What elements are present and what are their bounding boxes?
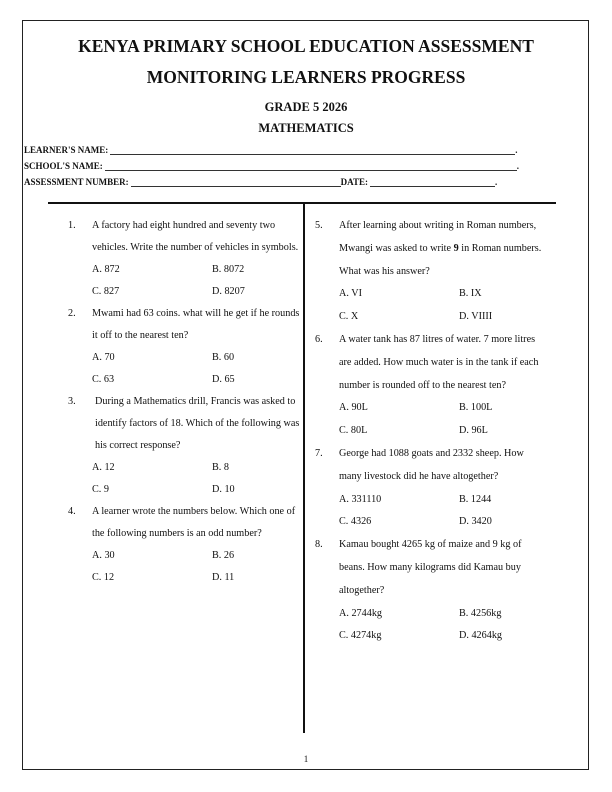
date-label: DATE: xyxy=(340,177,368,187)
left-column xyxy=(68,215,300,589)
header-rule xyxy=(48,202,556,204)
option-b[interactable]: B. 1244 xyxy=(459,493,492,505)
option-d[interactable]: D. 10 xyxy=(212,484,235,495)
question-2 xyxy=(68,303,300,391)
option-c[interactable]: C. 4326 xyxy=(339,516,372,528)
question-text: A factory had eight hundred and seventy two vehicles. Write the number of vehicles in symbols. xyxy=(92,220,299,253)
question-4 xyxy=(68,501,300,589)
option-b[interactable]: B. 100L xyxy=(459,402,493,414)
question-number: 1. xyxy=(68,220,76,231)
option-b[interactable]: B. 60 xyxy=(212,352,235,363)
option-c[interactable]: C. X xyxy=(339,311,359,323)
option-c[interactable]: C. 827 xyxy=(92,286,120,297)
question-number: 4. xyxy=(68,506,76,517)
question-number: 2. xyxy=(68,308,76,319)
question-text: Kamau bought 4265 kg of maize and 9 kg of beans. How many kilograms did Kamau buy altogether? xyxy=(339,539,522,596)
option-a[interactable]: A. 70 xyxy=(92,352,115,363)
question-number: 3. xyxy=(68,396,76,407)
assessment-number-label: ASSESSMENT NUMBER: xyxy=(24,177,129,187)
option-d[interactable]: D. 4264kg xyxy=(459,630,503,642)
terminator: . xyxy=(515,145,518,155)
date-line[interactable] xyxy=(370,177,498,187)
option-b[interactable]: B. 8072 xyxy=(212,264,245,275)
learner-name-label: LEARNER'S NAME: xyxy=(24,145,109,155)
page-number: 1 xyxy=(303,754,309,764)
terminator: . xyxy=(494,177,498,187)
question-number: 8. xyxy=(315,539,323,551)
question-text: During a Mathematics drill, Francis was asked to identify factors of 18. Which of the following was his correct response? xyxy=(95,396,300,451)
exam-subtitle: MONITORING LEARNERS PROGRESS xyxy=(146,67,466,87)
question-number: 7. xyxy=(315,447,323,459)
question-text: George had 1088 goats and 2332 sheep. How many livestock did he have altogether? xyxy=(339,447,524,482)
question-8 xyxy=(315,534,547,648)
option-c[interactable]: C. 63 xyxy=(92,374,115,385)
option-c[interactable]: C. 4274kg xyxy=(339,630,382,642)
question-6 xyxy=(315,329,547,443)
option-d[interactable]: D. 8207 xyxy=(212,286,245,297)
option-d[interactable]: D. 11 xyxy=(212,572,235,583)
question-1 xyxy=(68,215,300,303)
exam-title: KENYA PRIMARY SCHOOL EDUCATION ASSESSMENT xyxy=(78,36,534,56)
option-b[interactable]: B. 4256kg xyxy=(459,607,502,619)
option-c[interactable]: C. 80L xyxy=(339,425,368,437)
option-a[interactable]: A. 872 xyxy=(92,264,120,275)
option-d[interactable]: D. 3420 xyxy=(459,516,492,528)
option-a[interactable]: A. 12 xyxy=(92,462,115,473)
option-d[interactable]: D. 65 xyxy=(212,374,235,385)
terminator: . xyxy=(516,161,520,171)
question-text: A water tank has 87 litres of water. 7 more litres are added. How much water is in the tank if each number is rounded off to the nearest ten? xyxy=(339,333,539,391)
question-text-part: After learning about writing in Roman numbers, Mwangi was asked to write xyxy=(339,220,537,254)
option-c[interactable]: C. 12 xyxy=(92,572,115,583)
question-5 xyxy=(315,215,547,329)
option-a[interactable]: A. 30 xyxy=(92,550,115,561)
question-3 xyxy=(68,391,300,501)
option-b[interactable]: B. 8 xyxy=(212,462,229,473)
option-b[interactable]: B. IX xyxy=(459,288,482,300)
assessment-number-line[interactable] xyxy=(131,178,341,187)
question-number: 6. xyxy=(315,333,323,345)
school-name-field[interactable] xyxy=(24,161,519,171)
option-d[interactable]: D. VIIII xyxy=(459,311,493,323)
question-text xyxy=(339,215,547,283)
school-name-label: SCHOOL'S NAME: xyxy=(24,161,103,171)
question-7 xyxy=(315,443,547,534)
option-c[interactable]: C. 9 xyxy=(92,484,109,495)
grade-label: GRADE 5 2026 xyxy=(264,100,348,114)
option-b[interactable]: B. 26 xyxy=(212,550,235,561)
learner-name-field[interactable] xyxy=(24,145,518,155)
option-a[interactable]: A. 331110 xyxy=(339,493,382,505)
learner-name-line[interactable] xyxy=(110,145,518,155)
question-bold-number: 9 xyxy=(453,242,459,254)
question-text-part: in Roman numbers. What was his answer? xyxy=(339,242,542,277)
right-column xyxy=(315,215,547,648)
option-a[interactable]: A. VI xyxy=(339,288,363,300)
option-a[interactable]: A. 2744kg xyxy=(339,607,383,619)
option-d[interactable]: D. 96L xyxy=(459,425,488,437)
question-text: Mwami had 63 coins. what will he get if he rounds it off to the nearest ten? xyxy=(92,308,300,341)
assessment-number-field[interactable] xyxy=(24,177,497,187)
question-text: A learner wrote the numbers below. Which one of the following numbers is an odd number? xyxy=(92,506,296,539)
school-name-line[interactable] xyxy=(105,161,520,171)
subject-label: MATHEMATICS xyxy=(258,121,354,135)
option-a[interactable]: A. 90L xyxy=(339,402,368,414)
question-number: 5. xyxy=(315,220,323,231)
